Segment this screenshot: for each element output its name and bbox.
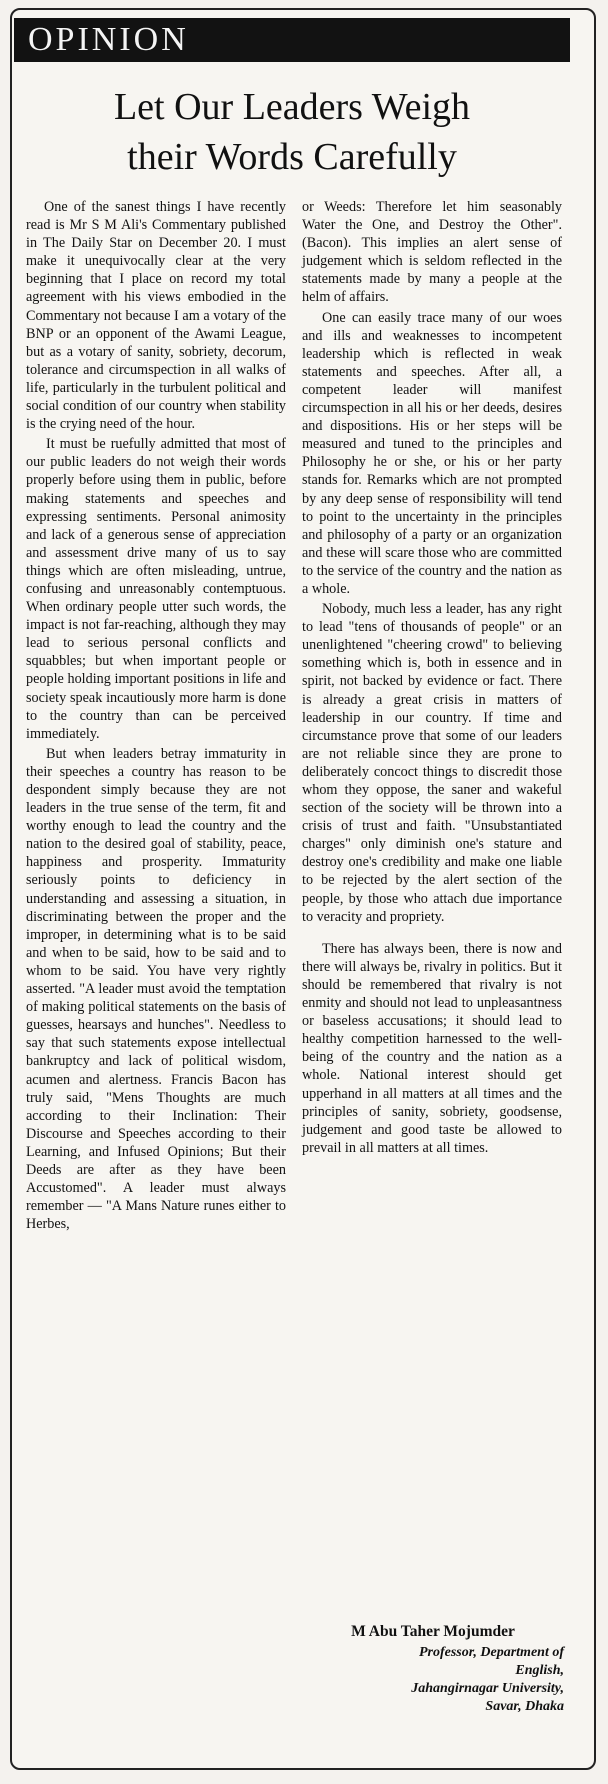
author-title-line: Jahangirnagar University, [411, 1681, 564, 1696]
article-headline [14, 82, 570, 182]
paragraph: Nobody, much less a leader, has any right to lead "tens of thousands of people" or an unenlightened "cheering crowd" to believing something which is, both in essence and in spirit, not backed by evidence or fact. There is already a great crisis in matters of leadership in our country. If time and circumstance prove that some of our leaders are not reliable since they are prone to deliberately concoct things to discredit those whom they oppose, the saner and wakeful section of the society will be thrown into a crisis of trust and faith. "Unsubstantiated charges" only diminish one's stature and destroy one's credibility and make one liable to be rejected by the alert section of the people, by those who attach due importance to veracity and propriety. [302, 601, 562, 925]
headline-line-1: Let Our Leaders Weigh [113, 86, 471, 128]
paragraph: It must be ruefully admitted that most of our public leaders do not weigh their words properly before using them in public, before making statements and speeches and expressing sentiments. Personal animosity and lack of a generous sense of appreciation and assessment drive many of us to say things which are often misleading, untrue, confusing and unreasonably contemptuous. When ordinary people utter such words, the impact is not far-reaching, although they may lead to serious personal conflicts and squabbles; but when important people or people holding important positions in life and society speak incautiously more harm is done to the country than can be perceived immediately. [26, 436, 286, 742]
author-title-line: Professor, Department of [418, 1645, 564, 1660]
paragraph: One can easily trace many of our woes and ills and weaknesses to incompetent leadership which is reflected in weak statements and speeches. After all, a competent leader will manifest circumspection in all his or her deeds, desires and dispositions. His or her steps will be measured and tuned to the principles and Philosophy he or she, or his or her party stands for. Remarks which are not prompted by any deep sense of responsibility will tend to point to the uncertainty in the principles and philosophy of a party or an organization and these will scare those who are committed to the service of the country and the nation as a whole. [302, 309, 562, 597]
left-column [26, 198, 286, 1235]
author-signature [302, 1622, 564, 1716]
author-title-line: English, [515, 1663, 564, 1678]
author-title-line: Savar, Dhaka [485, 1699, 564, 1714]
paragraph: One of the sanest things I have recently read is Mr S M Ali's Commentary published in The Daily Star on December 20. I must make it unequivocally clear at the very beginning that I place on record my total agreement with his views embodied in the Commentary not because I am a votary of the BNP or an opponent of the Awami League, but as a votary of sanity, sobriety, decorum, tolerance and circumspection in all walks of life, particularly in the turbulent political and social condition of our country when stability is the crying need of the hour. [26, 199, 286, 433]
section-banner: OPINION [14, 18, 570, 62]
paragraph: But when leaders betray immaturity in their speeches a country has reason to be despondent simply because they are not leaders in the true sense of the term, fit and worthy enough to lead the country and the nation to the desired goal of stability, peace, happiness and prosperity. Immaturity seriously points to deficiency in understanding and assessing a situation, in discriminating between the proper and the improper, in determining what is to be said and when to be said, how to be said and to whom to be said. You have very rightly asserted. "A leader must avoid the temptation of making political statements on the basis of guesses, hearsays and hunches". Needless to say that such statements expose intellectual bankruptcy and lack of political wisdom, acumen and alertness. Francis Bacon has truly said, "Mens Thoughts are much according to their Inclination: Their Discourse and Speeches according to their Learning, and Infused Opinions; But their Deeds are after as they have been Accustomed". A leader must always remember — "A Mans Nature runes either to Herbes, [26, 745, 286, 1233]
headline-line-2: their Words Carefully [127, 136, 457, 178]
right-column [302, 198, 562, 1159]
paragraph: or Weeds: Therefore let him seasonably Water the One, and Destroy the Other". (Bacon). This implies an alert sense of judgement which is seldom reflected in the statements made by many a people at the helm of affairs. [302, 199, 562, 306]
paragraph: There has always been, there is now and there will always be, rivalry in politics. But it should be remembered that rivalry is not enmity and should not lead to unpleasantness or baseless accusations; it should lead to healthy competition harnessed to the well-being of the country and the nation as a whole. National interest should get upperhand in all matters at all times and the principles of sanity, sobriety, goodsense, judgement and good taste be allowed to prevail in all matters at all times. [302, 940, 562, 1156]
author-name: M Abu Taher Mojumder [351, 1623, 515, 1640]
